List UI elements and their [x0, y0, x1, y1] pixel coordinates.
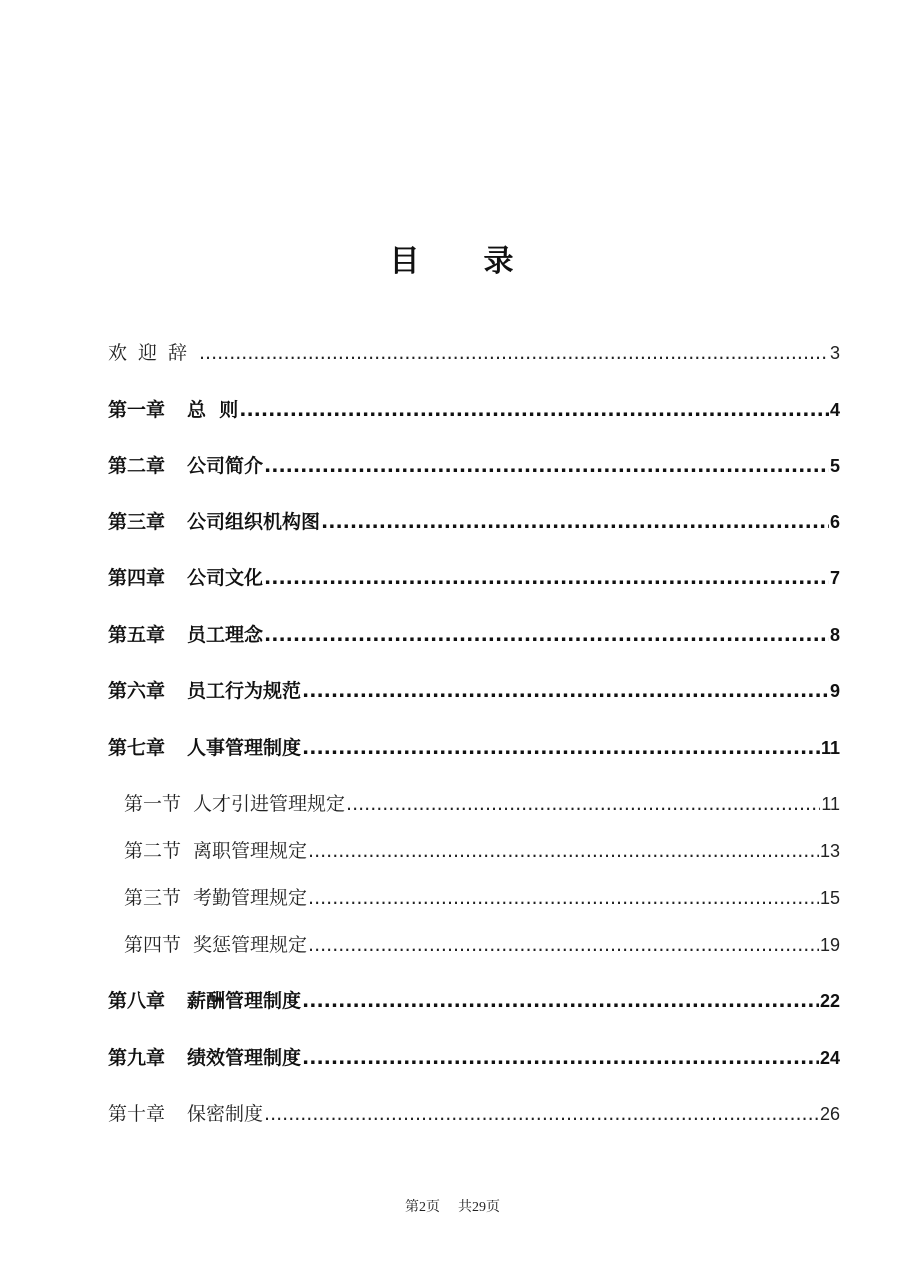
toc-section-title: 人才引进管理规定 [193, 793, 346, 815]
toc-dot-leader [199, 342, 829, 364]
toc-chapter-number: 第十章 [108, 1103, 166, 1125]
toc-title-char-2: 录 [483, 244, 516, 279]
toc-chapter-number: 第五章 [108, 624, 166, 646]
toc-dot-leader [264, 624, 829, 646]
toc-entry-chapter-1[interactable] [108, 395, 840, 422]
toc-chapter-title: 公司文化 [187, 567, 264, 589]
toc-section-number: 第二节 [124, 840, 182, 862]
toc-chapter-number: 第四章 [108, 567, 166, 589]
toc-chapter-title: 保密制度 [187, 1103, 264, 1125]
footer-current-page: 第2页 [405, 1200, 440, 1215]
toc-chapter-title: 公司简介 [187, 455, 264, 477]
toc-page-number: 15 [819, 888, 840, 908]
toc-entry-chapter-10[interactable] [108, 1099, 840, 1126]
toc-page-number: 9 [829, 681, 840, 701]
toc-page-number: 4 [829, 400, 840, 420]
toc-page-number: 7 [829, 568, 840, 588]
toc-entry-chapter-9[interactable] [108, 1043, 840, 1070]
toc-entry-chapter-6[interactable] [108, 676, 840, 703]
toc-dot-leader [264, 1103, 819, 1125]
toc-chapter-number: 第七章 [108, 737, 166, 759]
toc-chapter-number: 第一章 [108, 399, 166, 421]
toc-chapter-title: 员工行为规范 [187, 680, 302, 702]
toc-section-number: 第三节 [124, 887, 182, 909]
toc-page-number: 24 [819, 1048, 840, 1068]
toc-section-number: 第四节 [124, 934, 182, 956]
toc-dot-leader [302, 990, 819, 1012]
toc-dot-leader [321, 511, 829, 533]
toc-entry-welcome[interactable] [108, 338, 840, 365]
toc-chapter-number: 第三章 [108, 511, 166, 533]
toc-page-number: 8 [829, 625, 840, 645]
toc-entry-label: 欢迎辞 [108, 342, 199, 364]
footer-total-pages: 共29页 [458, 1200, 500, 1215]
toc-page-number: 26 [819, 1104, 840, 1124]
toc-page-number: 19 [819, 935, 840, 955]
toc-page-number: 11 [820, 738, 840, 758]
toc-chapter-title: 公司组织机构图 [187, 511, 321, 533]
toc-chapter-title: 绩效管理制度 [187, 1047, 302, 1069]
toc-entry-chapter-7[interactable] [108, 733, 840, 760]
toc-dot-leader [302, 1047, 819, 1069]
toc-section-title: 考勤管理规定 [193, 887, 308, 909]
toc-chapter-title: 总 则 [187, 399, 239, 421]
toc-section-title: 奖惩管理规定 [193, 934, 308, 956]
toc-dot-leader [308, 840, 819, 862]
toc-entry-chapter-2[interactable] [108, 451, 840, 478]
toc-page-number: 6 [829, 512, 840, 532]
toc-entry-chapter-8[interactable] [108, 986, 840, 1013]
toc-entry-chapter-3[interactable] [108, 507, 840, 534]
toc-chapter-number: 第八章 [108, 990, 166, 1012]
toc-chapter-number: 第九章 [108, 1047, 166, 1069]
toc-section-title: 离职管理规定 [193, 840, 308, 862]
toc-page-number: 5 [829, 456, 840, 476]
toc-chapter-number: 第二章 [108, 455, 166, 477]
toc-entry-chapter-5[interactable] [108, 620, 840, 647]
toc-entry-section-1[interactable] [124, 789, 840, 816]
page-footer [0, 1196, 905, 1216]
toc-dot-leader [264, 455, 829, 477]
toc-chapter-title: 薪酬管理制度 [187, 990, 302, 1012]
toc-page-number: 11 [821, 794, 840, 814]
toc-entry-section-2[interactable] [124, 836, 840, 863]
toc-entry-section-4[interactable] [124, 930, 840, 957]
toc-dot-leader [302, 680, 829, 702]
toc-section-number: 第一节 [124, 793, 182, 815]
toc-dot-leader [346, 793, 820, 815]
toc-page-number: 22 [819, 991, 840, 1011]
toc-entry-section-3[interactable] [124, 883, 840, 910]
toc-chapter-title: 员工理念 [187, 624, 264, 646]
toc-entry-chapter-4[interactable] [108, 563, 840, 590]
toc-chapter-number: 第六章 [108, 680, 166, 702]
toc-page-number: 13 [819, 841, 840, 861]
toc-dot-leader [302, 737, 820, 759]
toc-title-char-1: 目 [389, 244, 422, 279]
toc-chapter-title: 人事管理制度 [187, 737, 302, 759]
toc-dot-leader [264, 567, 829, 589]
toc-dot-leader [239, 399, 829, 421]
toc-dot-leader [308, 934, 819, 956]
toc-dot-leader [308, 887, 819, 909]
toc-page-number: 3 [829, 343, 840, 363]
